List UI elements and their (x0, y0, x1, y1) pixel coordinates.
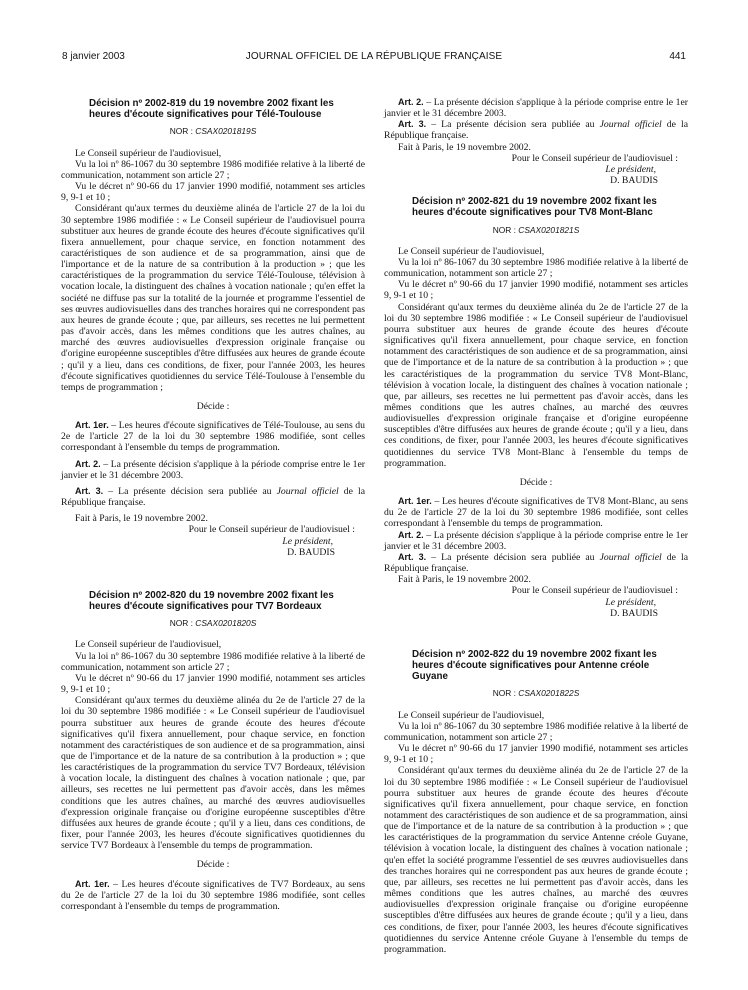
president-title: Le président, (605, 596, 656, 608)
article-2 (384, 97, 688, 119)
article-label: Art. 3. (398, 119, 427, 130)
nor-code: CSAX0201819S (195, 126, 257, 137)
journal-officiel-text: Journal officiel (276, 485, 339, 497)
article-text: – Les heures d'écoute significatives de Télé-Toulouse, au sens du 2e de l'article 27 de la loi du 30 septembre 1986 modifiée, sont celles correspondant à l'ensemble du temps de programmation. (61, 420, 365, 454)
decision-819 (61, 98, 365, 558)
conseil-line: Le Conseil supérieur de l'audiovisuel, (75, 639, 222, 651)
signature: D. BAUDIS (610, 175, 658, 187)
decision-title: Décision nº 2002-819 du 19 novembre 2002 fixant les heures d'écoute significatives pour Télé-Toulouse (89, 98, 334, 121)
nor-reference (384, 225, 688, 236)
article-text: – La présente décision s'applique à la période comprise entre le 1er janvier et le 31 décembre 2003. (384, 97, 688, 120)
article-label: Art. 1er. (398, 496, 432, 507)
decision-title: Décision nº 2002-822 du 19 novembre 2002 fixant les heures d'écoute significatives pour Antenne créole Guyane (412, 648, 657, 683)
article-text: – La présente décision s'applique à la période comprise entre le 1er janvier et le 31 décembre 2003. (384, 529, 688, 552)
article-2 (61, 459, 365, 481)
page-header (62, 50, 686, 64)
pour-conseil: Pour le Conseil supérieur de l'audiovisuel : (511, 152, 678, 164)
decision-820-continued (384, 97, 688, 186)
nor-reference (61, 126, 365, 137)
vu-decret: Vu le décret nº 90-66 du 17 janvier 1990 modifié, notamment ses articles 9, 9-1 et 10 ; (384, 279, 688, 302)
decision-title: Décision nº 2002-820 du 19 novembre 2002 fixant les heures d'écoute significatives pour TV7 Bordeaux (89, 589, 334, 613)
pour-conseil: Pour le Conseil supérieur de l'audiovisuel : (188, 524, 355, 536)
article-text: – La présente décision sera publiée au (431, 119, 595, 131)
article-text-end: de la République française. (61, 485, 366, 509)
header-journal-title: JOURNAL OFFICIEL DE LA RÉPUBLIQUE FRANÇAISE (245, 51, 503, 62)
article-label: Art. 1er. (75, 420, 109, 431)
nor-reference (61, 618, 365, 629)
left-column (61, 98, 365, 912)
article-text: – Les heures d'écoute significatives de TV8 Mont-Blanc, au sens du 2e de l'article 27 de la loi du 30 septembre 1986 modifiée, sont celles correspondant à l'ensemble du temps de programmation. (384, 496, 688, 530)
article-1 (384, 496, 688, 529)
header-page-number: 441 (669, 51, 686, 62)
article-text: – La présente décision sera publiée au (431, 551, 595, 563)
vu-loi: Vu la loi nº 86-1067 du 30 septembre 1986 modifiée relative à la liberté de communication, notamment son article 27 ; (384, 720, 688, 743)
nor-code: CSAX0201821S (518, 224, 580, 235)
nor-prefix: NOR : (169, 126, 193, 137)
vu-decret: Vu le décret nº 90-66 du 17 janvier 1990 modifié, notamment ses articles 9, 9-1 et 10 ; (61, 181, 365, 204)
article-text-end: de la République française. (384, 119, 689, 142)
article-text: – Les heures d'écoute significatives de TV7 Bordeaux, au sens du 2e de l'article 27 de la loi du 30 septembre 1986 modifiée, sont celles correspondant à l'ensemble du temps de programmation. (61, 878, 365, 912)
decide-heading: Décide : (196, 859, 230, 871)
considerant: Considérant qu'aux termes du deuxième alinéa du 2e de l'article 27 de la loi du 30 septembre 1986 modifiée : « Le Conseil supérieur de l'audiovisuel pourra substituer aux heures de grande écoute des heures d'écoute significatives qu'il fixera annuellement, pour chaque service, en fonction notamment des caractéristiques de son audience et de sa programmation, ainsi que de l'importance et de la nature de sa contribution à la production » ; que les caractéristiques de la programmation du service TV8 Mont-Blanc, télévision à vocation locale, la distinguent des chaînes à vocation nationale ; que, par ailleurs, ses recettes ne lui permettent pas d'avoir accès, dans les mêmes conditions que les autres chaînes, au marché des œuvres audiovisuelles d'expression originale française et d'origine européenne susceptibles d'être diffusées aux heures de grande écoute ; qu'il y a lieu, dans ces conditions, de fixer, pour l'année 2003, les heures d'écoute significatives quotidiennes du service TV8 Mont-Blanc à l'ensemble du temps de programmation. (384, 301, 688, 469)
pour-conseil: Pour le Conseil supérieur de l'audiovisuel : (511, 585, 678, 597)
nor-prefix: NOR : (492, 224, 516, 235)
nor-prefix: NOR : (169, 618, 193, 629)
president-title: Le président, (605, 163, 656, 175)
fait-a-paris: Fait à Paris, le 19 novembre 2002. (398, 574, 531, 586)
nor-prefix: NOR : (492, 688, 516, 699)
article-2 (384, 530, 688, 552)
considerant: Considérant qu'aux termes du deuxième alinéa du 2e de l'article 27 de la loi du 30 septembre 1986 modifiée : « Le Conseil supérieur de l'audiovisuel pourra substituer aux heures de grande écoute des heures d'écoute significatives qu'il fixera annuellement, pour chaque service, en fonction notamment des caractéristiques de son audience et de sa programmation, ainsi que de l'importance et de la nature de sa contribution à la production » ; que les caractéristiques de la programmation du service Antenne créole Guyane, télévision à vocation locale, la distinguent des chaînes à vocation nationale ; qu'en effet la société programme l'essentiel de ses œuvres audiovisuelles dans des tranches horaires qui ne correspondent pas aux heures de grande écoute ; que, par ailleurs, ses recettes ne lui permettent pas d'avoir accès, dans les mêmes conditions que les autres chaînes, au marché des œuvres audiovisuelles d'expression originale française ou d'origine européenne susceptibles d'être diffusées aux heures de grande écoute ; qu'il y a lieu, dans ces conditions, de fixer, pour l'année 2003, les heures d'écoute significatives quotidiennes du service Antenne créole Guyane à l'ensemble du temps de programmation. (384, 765, 688, 955)
article-1 (61, 420, 365, 453)
article-label: Art. 3. (398, 551, 427, 562)
nor-reference (384, 688, 688, 699)
article-label: Art. 1er. (75, 878, 110, 889)
vu-decret: Vu le décret nº 90-66 du 17 janvier 1990 modifié, notamment ses articles 9, 9-1 et 10 ; (61, 672, 365, 696)
right-column (384, 97, 688, 955)
conseil-line: Le Conseil supérieur de l'audiovisuel, (398, 709, 545, 721)
decide-heading: Décide : (519, 476, 553, 488)
article-text: – La présente décision sera publiée au (108, 485, 272, 497)
article-label: Art. 2. (398, 529, 424, 540)
article-1 (61, 879, 365, 912)
decision-821 (384, 196, 688, 619)
decide-heading: Décide : (196, 401, 230, 412)
decision-822 (384, 649, 688, 955)
header-date: 8 janvier 2003 (62, 51, 125, 62)
article-label: Art. 3. (75, 485, 104, 496)
president-title: Le président, (282, 535, 333, 547)
article-label: Art. 2. (75, 458, 101, 469)
vu-decret: Vu le décret nº 90-66 du 17 janvier 1990 modifié, notamment ses articles 9, 9-1 et 10 ; (384, 743, 688, 766)
considerant: Considérant qu'aux termes du deuxième alinéa du 2e de l'article 27 de la loi du 30 septembre 1986 modifiée : « Le Conseil supérieur de l'audiovisuel pourra substituer aux heures de grande écoute des heures d'écoute significatives qu'il fixera annuellement, pour chaque service, en fonction notamment des caractéristiques de son audience et de sa programmation, ainsi que de l'importance et de la nature de sa contribution à la production » ; que les caractéristiques de la programmation du service TV7 Bordeaux, télévision à vocation locale, la distinguent des chaînes à vocation nationale ; que, par ailleurs, ses recettes ne lui permettent pas d'avoir accès, dans les mêmes conditions que les autres chaînes, au marché des œuvres audiovisuelles d'expression originale française ou d'origine européenne susceptibles d'être diffusées aux heures de grande écoute ; qu'il y a lieu, dans ces conditions, de fixer, pour l'année 2003, les heures d'écoute significatives quotidiennes du service TV7 Bordeaux à l'ensemble du temps de programmation. (61, 695, 365, 852)
nor-code: CSAX0201820S (195, 618, 257, 629)
article-3 (384, 119, 688, 141)
article-text: – La présente décision s'applique à la période comprise entre le 1er janvier et le 31 décembre 2003. (61, 458, 365, 481)
signature: D. BAUDIS (287, 546, 335, 558)
decision-title: Décision nº 2002-821 du 19 novembre 2002 fixant les heures d'écoute significatives pour TV8 Mont-Blanc (412, 196, 657, 219)
fait-a-paris: Fait à Paris, le 19 novembre 2002. (75, 513, 208, 525)
article-text-end: de la République française. (384, 551, 689, 575)
nor-code: CSAX0201822S (518, 688, 580, 699)
conseil-line: Le Conseil supérieur de l'audiovisuel, (75, 147, 222, 159)
article-3 (384, 552, 688, 574)
vu-loi: Vu la loi nº 86-1067 du 30 septembre 1986 modifiée relative à la liberté de communication, notamment son article 27 ; (384, 256, 688, 280)
article-3 (61, 486, 365, 508)
journal-officiel-text: Journal officiel (599, 119, 662, 131)
vu-loi: Vu la loi nº 86-1067 du 30 septembre 1986 modifiée relative à la liberté de communication, notamment son article 27 ; (61, 158, 365, 181)
considerant: Considérant qu'aux termes du deuxième alinéa de l'article 27 de la loi du 30 septembre 1986 modifiée : « Le Conseil supérieur de l'audiovisuel pourra substituer aux heures de grande écoute des heures d'écoute significatives qu'il fixera annuellement, pour chaque service, en fonction notamment des caractéristiques de son audience et de sa programmation, ainsi que de l'importance et de la nature de sa contribution à la production » ; que les caractéristiques de la programmation du service Télé-Toulouse, télévision à vocation locale, la distinguent des chaînes à vocation nationale ; qu'en effet la société ne diffuse pas sur la totalité de la journée et programme l'essentiel de ses œuvres audiovisuelles dans des tranches horaires qui ne correspondent pas aux heures de grande écoute ; que, par ailleurs, ses recettes ne lui permettent pas d'avoir accès, dans les mêmes conditions que les autres chaînes, au marché des œuvres audiovisuelles d'expression originale française ou d'origine européenne susceptibles d'être diffusées aux heures de grande écoute ; qu'il y a lieu, dans ces conditions, de fixer, pour l'année 2003, les heures d'écoute significatives quotidiennes du service Télé-Toulouse à l'ensemble du temps de programmation ; (61, 203, 365, 393)
vu-loi: Vu la loi nº 86-1067 du 30 septembre 1986 modifiée relative à la liberté de communication, notamment son article 27 ; (61, 650, 365, 673)
fait-a-paris: Fait à Paris, le 19 novembre 2002. (398, 141, 531, 153)
signature: D. BAUDIS (610, 607, 658, 619)
article-label: Art. 2. (398, 97, 424, 107)
decision-820 (61, 590, 365, 912)
journal-officiel-text: Journal officiel (599, 551, 662, 563)
conseil-line: Le Conseil supérieur de l'audiovisuel, (398, 245, 545, 257)
